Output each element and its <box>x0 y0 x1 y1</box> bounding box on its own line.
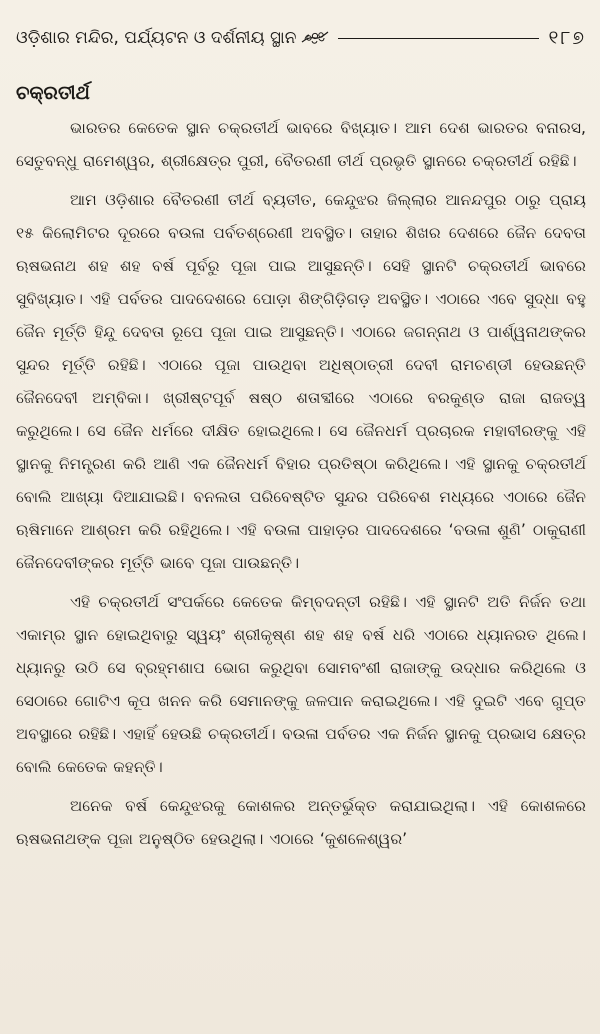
paragraph-3: ଏହି ଚକ୍ରତୀର୍ଥ ସଂପର୍କରେ କେତେକ କିମ୍ବଦନ୍ତୀ ରହିଛି। ଏହି ସ୍ଥାନଟି ଅତି ନିର୍ଜନ ତଥା ଏକାମ୍ର ସ୍ଥାନ ହୋଇଥିବାରୁ ସ୍ୱୟଂ ଶ୍ରୀକୃଷ୍ଣ ଶହ ଶହ ବର୍ଷ ଧରି ଏଠାରେ ଧ୍ୟାନରତ ଥିଲେ। ଧ୍ୟାନରୁ ଉଠି ସେ ବ୍ରହ୍ମଶାପ ଭୋଗ କରୁଥିବା ସୋମବଂଶୀ ରାଜାଙ୍କୁ ଉଦ୍ଧାର କରିଥିଲେ ଓ ସେଠାରେ ଗୋଟିଏ କୂପ ଖନନ କରି ସେମାନଙ୍କୁ ଜଳପାନ କରାଇଥିଲେ। ଏହି ଦୁଇଟି ଏବେ ଗୁପ୍ତ ଅବସ୍ଥାରେ ରହିଛି। ଏହାହିଁ ହେଉଛି ଚକ୍ରତୀର୍ଥ। ବଉଳା ପର୍ବତର ଏକ ନିର୍ଜନ ସ୍ଥାନକୁ ପ୍ରଭାସ କ୍ଷେତ୍ର ବୋଲି କେତେକ କହନ୍ତି। <box>16 593 586 776</box>
page-number: ୧୮୭ <box>548 27 586 49</box>
section-heading: ଚକ୍ରତୀର୍ଥ <box>16 82 90 104</box>
body-text <box>16 112 586 856</box>
paragraph-4: ଅନେକ ବର୍ଷ କେନ୍ଦୁଝରକୁ କୋଶଳର ଅନ୍ତର୍ଭୁକ୍ତ କରାଯାଇଥିଲା। ଏହି କୋଶଳରେ ଋଷଭନାଥଙ୍କ ପୂଜା ଅନୁଷ୍ଠିତ ହେଉଥିଲା। ଏଠାରେ ‘କୁଶଳେଶ୍ୱର’ <box>16 797 586 848</box>
running-header <box>16 20 586 56</box>
paragraph-1: ଭାରତର କେତେକ ସ୍ଥାନ ଚକ୍ରତୀର୍ଥ ଭାବରେ ବିଖ୍ୟାତ। ଆମ ଦେଶ ଭାରତର ବନାରସ, ସେତୁବନ୍ଧୁ ରାମେଶ୍ୱର, ଶ୍ରୀକ୍ଷେତ୍ର ପୁରୀ, ବୈତରଣୀ ତୀର୍ଥ ପ୍ରଭୃତି ସ୍ଥାନରେ ଚକ୍ରତୀର୍ଥ ରହିଛି। <box>16 119 586 170</box>
header-rule <box>338 38 538 39</box>
running-title: ଓଡ଼ିଶାର ମନ୍ଦିର, ପର୍ଯ୍ୟଟନ ଓ ଦର୍ଶନୀୟ ସ୍ଥାନ <box>16 28 297 48</box>
paragraph-2: ଆମ ଓଡ଼ିଶାର ବୈତରଣୀ ତୀର୍ଥ ବ୍ୟତୀତ, କେନ୍ଦୁଝର ଜିଲ୍ଲାର ଆନନ୍ଦପୁର ଠାରୁ ପ୍ରାୟ ୧୫ କିଲୋମିଟର ଦୂରରେ ବଉଳା ପର୍ବତଶ୍ରେଣୀ ଅବସ୍ଥିତ। ତାହାର ଶିଖର ଦେଶରେ ଜୈନ ଦେବତା ଋଷଭନାଥ ଶହ ଶହ ବର୍ଷ ପୂର୍ବରୁ ପୂଜା ପାଇ ଆସୁଛନ୍ତି। ସେହି ସ୍ଥାନଟି ଚକ୍ରତୀର୍ଥ ଭାବରେ ସୁବିଖ୍ୟାତ। ଏହି ପର୍ବତର ପାଦଦେଶରେ ପୋଡ଼ା ଶିଙ୍ଗିଡ଼ିଗଡ଼ ଅବସ୍ଥିତ। ଏଠାରେ ଏବେ ସୁଦ୍ଧା ବହୁ ଜୈନ ମୂର୍ତ୍ତି ହିନ୍ଦୁ ଦେବତା ରୂପେ ପୂଜା ପାଇ ଆସୁଛନ୍ତି। ଏଠାରେ ଜଗନ୍ନାଥ ଓ ପାର୍ଶ୍ୱନାଥଙ୍କର ସୁନ୍ଦର ମୂର୍ତ୍ତି ରହିଛି। ଏଠାରେ ପୂଜା ପାଉଥିବା ଅଧିଷ୍ଠାତ୍ରୀ ଦେବୀ ରାମଚଣ୍ଡୀ ହେଉଛନ୍ତି ଜୈନଦେବୀ ଅମ୍ବିକା। ଖ୍ରୀଷ୍ଟପୂର୍ବ ଷଷ୍ଠ ଶତାବ୍ଦୀରେ ଏଠାରେ ବରକୁଣ୍ଡ ରାଜା ରାଜତ୍ୱ କରୁଥିଲେ। ସେ ଜୈନ ଧର୍ମରେ ଦୀକ୍ଷିତ ହୋଇଥିଲେ। ସେ ଜୈନଧର୍ମ ପ୍ରଚାରକ ମହାବୀରଙ୍କୁ ଏହି ସ୍ଥାନକୁ ନିମନ୍ତ୍ରଣ କରି ଆଣି ଏକ ଜୈନଧର୍ମ ବିହାର ପ୍ରତିଷ୍ଠା କରିଥିଲେ। ଏହି ସ୍ଥାନକୁ ଚକ୍ରତୀର୍ଥ ବୋଲି ଆଖ୍ୟା ଦିଆଯାଇଛି। ବନଲତା ପରିବେଷ୍ଟିତ ସୁନ୍ଦର ପରିବେଶ ମଧ୍ୟରେ ଏଠାରେ ଜୈନ ଋଷିମାନେ ଆଶ୍ରମ କରି ରହିଥିଲେ। ଏହି ବଉଳା ପାହାଡ଼ର ପାଦଦେଶରେ ‘ବଉଳା ଶୁଣି’ ଠାକୁରାଣୀ ଜୈନଦେବୀଙ୍କର ମୂର୍ତ୍ତି ଭାବେ ପୂଜା ପାଉଛନ୍ତି। <box>16 191 586 572</box>
floral-ornament-icon <box>300 28 330 48</box>
